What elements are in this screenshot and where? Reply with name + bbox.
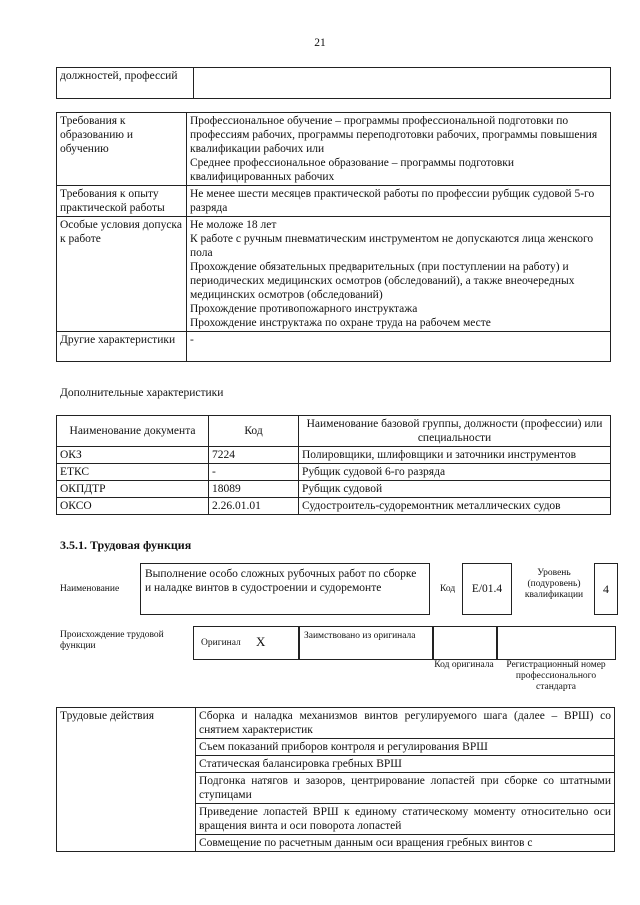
req-value: [187, 186, 611, 217]
requirements-table: [56, 112, 611, 362]
top-table-label: должностей, профессий: [57, 68, 194, 99]
function-heading: 3.5.1. Трудовая функция: [60, 538, 192, 552]
req-value: [187, 332, 611, 362]
function-name-box: [140, 563, 430, 615]
additional-title: Дополнительные характеристики: [60, 387, 224, 399]
action-item: Подгонка натягов и зазоров, центрирование лопастей при сборке со штатными ступицами: [196, 773, 615, 804]
code-caption: Код оригинала: [434, 660, 494, 670]
table-cell: Судостроитель-судоремонтник металлических судов: [299, 498, 611, 515]
name-label: Наименование: [60, 584, 120, 594]
table-cell: 18089: [209, 481, 299, 498]
action-item: Статическая балансировка гребных ВРШ: [196, 756, 615, 773]
table-cell: Полировщики, шлифовщики и заточники инструментов: [299, 447, 611, 464]
col-header: Код: [209, 416, 299, 447]
req-line: Не менее шести месяцев практической работы по профессии рубщик судовой 5-го разряда: [190, 188, 595, 214]
col-header: Наименование базовой группы, должности (профессии) или специальности: [299, 416, 611, 447]
function-code: E/01.4: [462, 563, 512, 615]
table-cell: 7224: [209, 447, 299, 464]
req-line: К работе с ручным пневматическим инструментом не допускаются лица женского пола: [190, 233, 594, 259]
req-label: Особые условия допуска к работе: [57, 217, 187, 332]
additional-table: [56, 415, 611, 515]
borrowed-label: Заимствовано из оригинала: [304, 631, 416, 641]
req-label: Другие характеристики: [57, 332, 187, 362]
table-cell: ЕТКС: [57, 464, 209, 481]
original-box: [193, 626, 300, 660]
table-cell: 2.26.01.01: [209, 498, 299, 515]
function-name: Выполнение особо сложных рубочных работ по сборке и наладке винтов в судостроении и судоремонте: [145, 568, 417, 594]
table-cell: Рубщик судовой: [299, 481, 611, 498]
req-line: Не моложе 18 лет: [190, 219, 277, 231]
original-label: Оригинал: [201, 638, 241, 648]
level-label: Уровень (подуровень) квалификации: [524, 568, 584, 600]
req-label: Требования к опыту практической работы: [57, 186, 187, 217]
table-cell: ОКЗ: [57, 447, 209, 464]
top-table-value: [194, 68, 611, 99]
action-item: Съем показаний приборов контроля и регулирования ВРШ: [196, 739, 615, 756]
action-item: Совмещение по расчетным данным оси вращения гребных винтов с: [196, 835, 615, 852]
table-cell: ОКПДТР: [57, 481, 209, 498]
action-item: Приведение лопастей ВРШ к единому статическому моменту относительно оси вращения винта и оси поворота лопастей: [196, 804, 615, 835]
req-line: Прохождение противопожарного инструктажа: [190, 303, 418, 315]
req-value: [187, 113, 611, 186]
table-cell: -: [209, 464, 299, 481]
function-level: 4: [594, 563, 618, 615]
action-item: Сборка и наладка механизмов винтов регулируемого шага (далее – ВРШ) со снятием характеристик: [196, 708, 615, 739]
code-label: Код: [440, 584, 456, 594]
reg-caption: Регистрационный номер профессионального стандарта: [506, 660, 606, 692]
req-line: Среднее профессиональное образование – программы подготовки квалифицированных рабочих: [190, 157, 515, 183]
original-code-box: [432, 626, 498, 660]
origin-label: Происхождение трудовой функции: [60, 630, 164, 651]
actions-table: [56, 707, 615, 852]
table-cell: Рубщик судовой 6-го разряда: [299, 464, 611, 481]
req-label: Требования к образованию и обучению: [57, 113, 187, 186]
req-line: Прохождение обязательных предварительных (при поступлении на работу) и периодических медицинских осмотров (обследований), а также внеочередных медицинских осмотров (обследований): [190, 261, 575, 301]
original-mark: X: [256, 634, 266, 649]
borrowed-box: [298, 626, 434, 660]
top-table: [56, 67, 611, 99]
req-value: [187, 217, 611, 332]
col-header: Наименование документа: [57, 416, 209, 447]
reg-number-box: [496, 626, 616, 660]
req-line: Профессиональное обучение – программы профессиональной подготовки по профессиям рабочих, программы переподготовки рабочих, программы повышения квалификации рабочих или: [190, 115, 598, 155]
req-line: -: [190, 334, 194, 346]
actions-label: Трудовые действия: [57, 708, 196, 852]
table-cell: ОКСО: [57, 498, 209, 515]
page-number: 21: [314, 37, 326, 49]
req-line: Прохождение инструктажа по охране труда на рабочем месте: [190, 317, 491, 329]
